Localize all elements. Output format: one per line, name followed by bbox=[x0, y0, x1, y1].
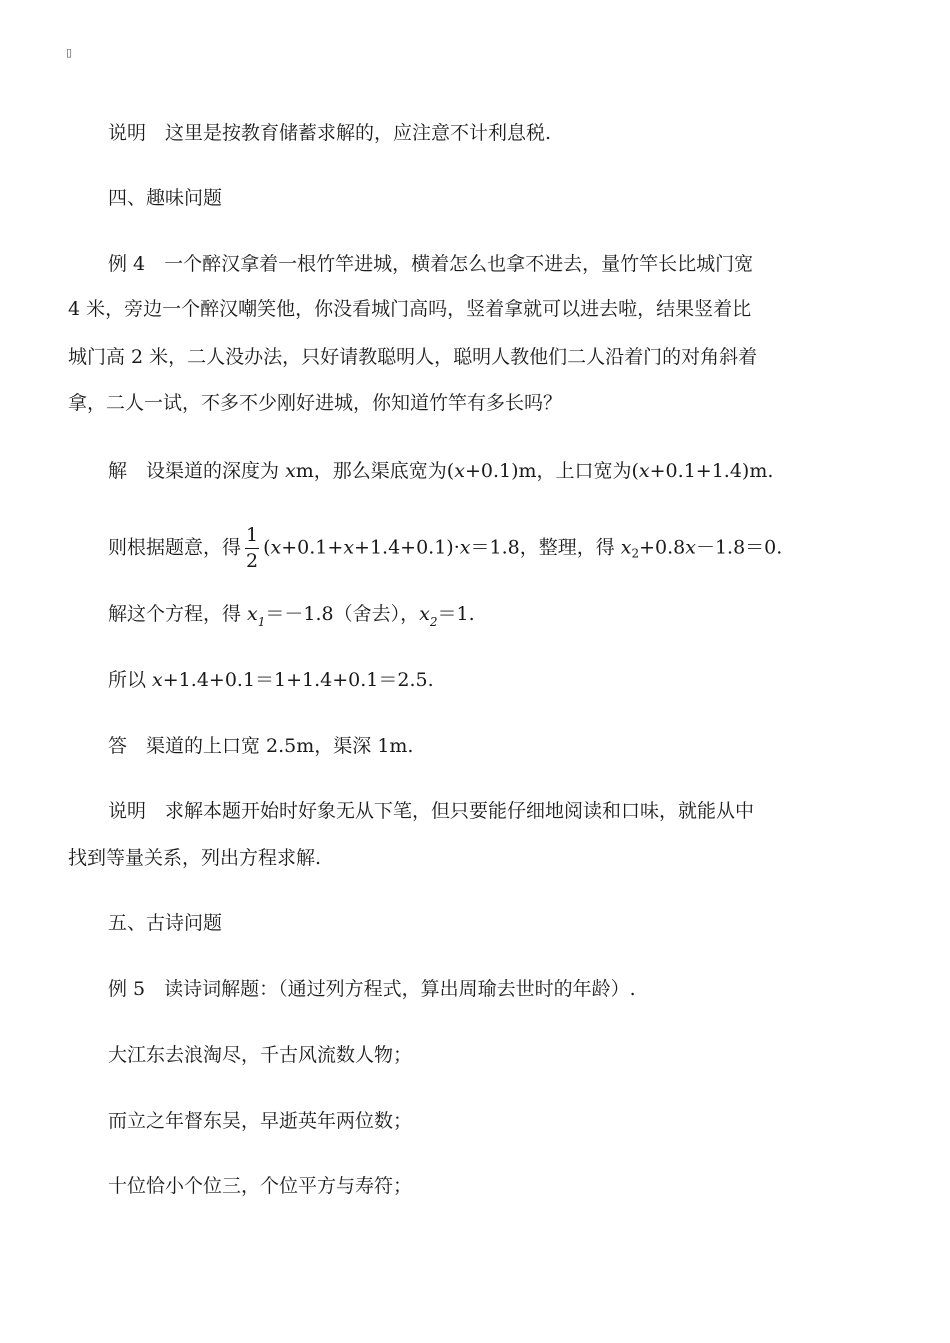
fraction-denominator: 2 bbox=[246, 550, 259, 572]
equation-text: +0.8 bbox=[639, 536, 686, 559]
example-4-line-2: 4 米，旁边一个醉汉嘲笑他，你没看城门高吗，竖着拿就可以进去啦，结果竖着比 bbox=[68, 298, 752, 320]
solve-text: 解这个方程，得 bbox=[108, 603, 248, 625]
variable-x: x bbox=[285, 460, 296, 482]
solution-text: 设渠道的深度为 bbox=[146, 460, 286, 482]
note-label: 说明 bbox=[108, 800, 147, 822]
variable-x: x bbox=[247, 603, 258, 625]
poem-line-3: 十位恰小个位三，个位平方与寿符； bbox=[108, 1175, 413, 1197]
note-paragraph-2 bbox=[108, 798, 754, 824]
note-text: 这里是按教育储蓄求解的，应注意不计利息税. bbox=[165, 122, 552, 144]
fraction-numerator: 1 bbox=[245, 526, 259, 549]
solve-text: ＝－1.8（舍去）， bbox=[265, 603, 420, 625]
solve-text: ＝1. bbox=[437, 603, 475, 625]
variable-x: x bbox=[419, 603, 430, 625]
variable-x: x bbox=[638, 460, 650, 482]
section-heading-4: 四、趣味问题 bbox=[108, 187, 223, 209]
note-paragraph-2-cont: 找到等量关系，列出方程求解. bbox=[68, 847, 322, 869]
solution-text: +0.1+1.4)m. bbox=[649, 460, 774, 482]
note-label: 说明 bbox=[108, 122, 147, 144]
answer-label: 答 bbox=[108, 735, 128, 757]
solution-line-1 bbox=[108, 458, 773, 484]
therefore-text: +1.4+0.1＝1+1.4+0.1＝2.5. bbox=[162, 669, 434, 691]
variable-x: x bbox=[343, 536, 355, 559]
equation-text: 则根据题意，得 bbox=[108, 536, 242, 559]
poem-line-1: 大江东去浪淘尽，千古风流数人物； bbox=[108, 1044, 413, 1066]
variable-x: x bbox=[454, 460, 465, 482]
therefore-text: 所以 bbox=[108, 669, 153, 691]
example-4-line-4: 拿，二人一试，不多不少刚好进城，你知道竹竿有多长吗？ bbox=[68, 392, 563, 414]
example-text: 一个醉汉拿着一根竹竿进城，横着怎么也拿不进去，量竹竿长比城门宽 bbox=[164, 253, 754, 275]
note-text: 求解本题开始时好象无从下笔，但只要能仔细地阅读和口味，就能从中 bbox=[165, 800, 755, 822]
example-label: 例 5 bbox=[108, 978, 146, 1000]
solution-text: m，那么渠底宽为( bbox=[295, 460, 455, 482]
equation-text: ( bbox=[263, 536, 271, 559]
variable-x: x bbox=[620, 536, 632, 559]
subscript: 2 bbox=[631, 546, 640, 561]
equation-text: ＝1.8，整理，得 bbox=[470, 536, 621, 559]
missing-glyph-marker: ▯ bbox=[66, 46, 73, 59]
subscript: 2 bbox=[429, 615, 438, 629]
equation-text: +0.1+ bbox=[281, 536, 344, 559]
variable-x: x bbox=[270, 536, 282, 559]
fraction-one-half bbox=[245, 526, 259, 571]
equation-line bbox=[108, 526, 782, 571]
variable-x: x bbox=[152, 669, 163, 691]
section-heading-5: 五、古诗问题 bbox=[108, 912, 223, 934]
answer-text: 渠道的上口宽 2.5m，渠深 1m. bbox=[146, 735, 414, 757]
example-4-line-3: 城门高 2 米，二人没办法，只好请教聪明人，聪明人教他们二人沿着门的对角斜着 bbox=[68, 346, 758, 368]
answer-line bbox=[108, 733, 413, 759]
example-4-first-line bbox=[108, 251, 753, 277]
example-5-line bbox=[108, 976, 636, 1002]
solution-text: +0.1)m，上口宽为( bbox=[464, 460, 639, 482]
subscript: 1 bbox=[257, 615, 266, 629]
solve-line bbox=[108, 601, 475, 635]
example-text: 读诗词解题：（通过列方程式，算出周瑜去世时的年龄）. bbox=[164, 978, 636, 1000]
variable-x: x bbox=[459, 536, 471, 559]
note-paragraph-1 bbox=[108, 120, 551, 146]
poem-line-2: 而立之年督东吴，早逝英年两位数； bbox=[108, 1110, 413, 1132]
equation-text: +1.4+0.1)· bbox=[354, 536, 460, 559]
equation-text: －1.8＝0. bbox=[695, 536, 783, 559]
solution-label: 解 bbox=[108, 460, 128, 482]
therefore-line bbox=[108, 667, 434, 693]
variable-x: x bbox=[685, 536, 696, 559]
example-label: 例 4 bbox=[108, 253, 146, 275]
